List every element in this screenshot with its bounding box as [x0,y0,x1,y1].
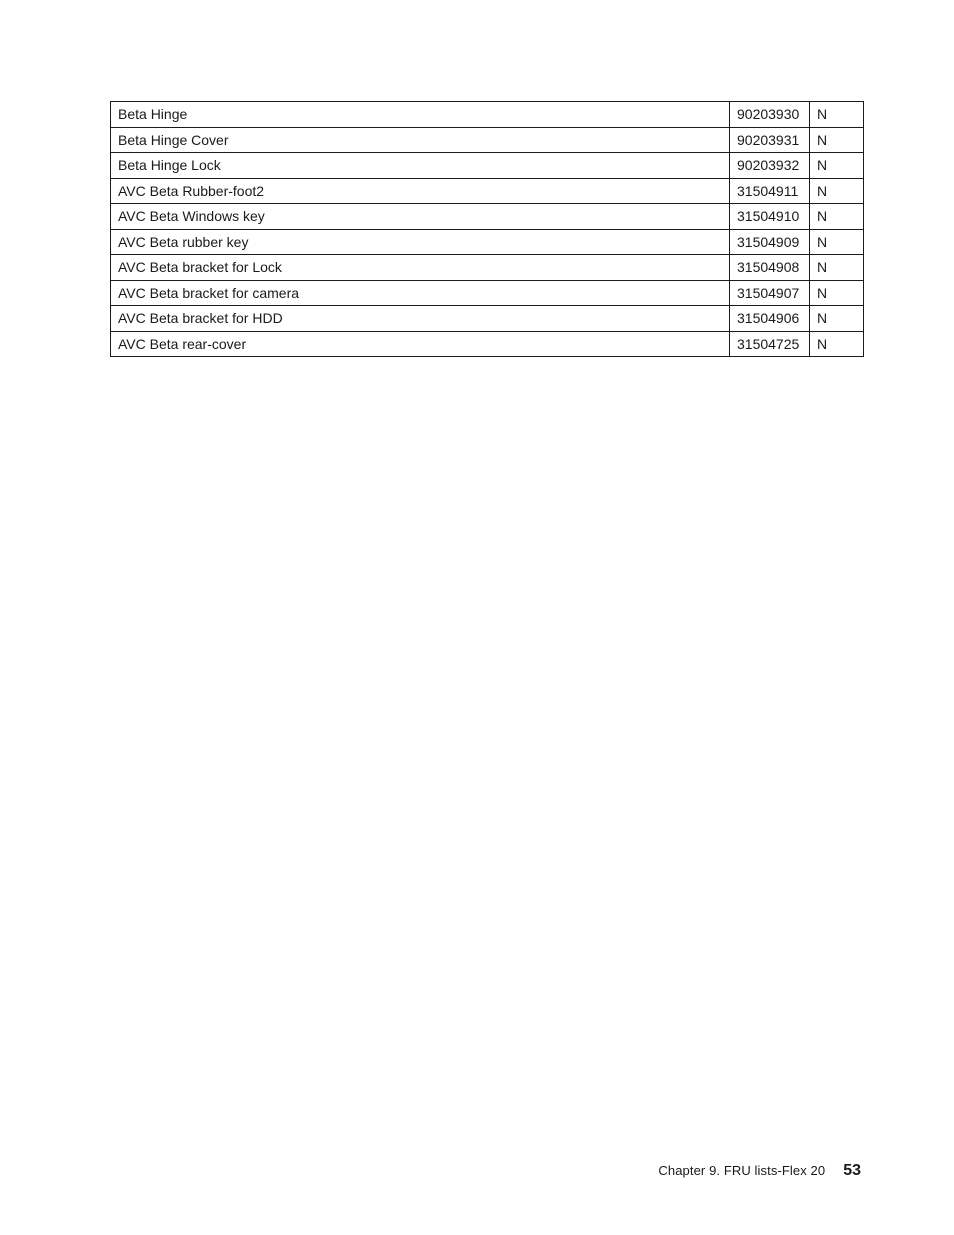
page-number: 53 [843,1162,861,1179]
table-row [111,229,864,255]
ccr-flag: N [810,229,864,255]
ccr-flag: N [810,127,864,153]
part-description: Beta Hinge Cover [111,127,730,153]
fru-parts-table [110,101,864,357]
table-row [111,306,864,332]
fru-number: 90203932 [730,153,810,179]
part-description: AVC Beta rear-cover [111,331,730,357]
table-row [111,127,864,153]
part-description: AVC Beta bracket for Lock [111,255,730,281]
ccr-flag: N [810,102,864,128]
chapter-title: Chapter 9. FRU lists-Flex 20 [658,1163,826,1178]
ccr-flag: N [810,204,864,230]
fru-number: 31504911 [730,178,810,204]
table-row [111,102,864,128]
part-description: Beta Hinge Lock [111,153,730,179]
part-description: AVC Beta bracket for camera [111,280,730,306]
table-row [111,178,864,204]
ccr-flag: N [810,153,864,179]
table-row [111,280,864,306]
part-description: AVC Beta bracket for HDD [111,306,730,332]
table-row [111,331,864,357]
table-body [111,102,864,357]
part-description: Beta Hinge [111,102,730,128]
fru-number: 31504910 [730,204,810,230]
ccr-flag: N [810,280,864,306]
table-row [111,204,864,230]
part-description: AVC Beta Rubber-foot2 [111,178,730,204]
page-footer [658,1162,861,1180]
fru-number: 31504906 [730,306,810,332]
fru-number: 31504908 [730,255,810,281]
fru-number: 90203931 [730,127,810,153]
fru-number: 31504907 [730,280,810,306]
ccr-flag: N [810,255,864,281]
ccr-flag: N [810,178,864,204]
ccr-flag: N [810,306,864,332]
fru-number: 31504725 [730,331,810,357]
part-description: AVC Beta rubber key [111,229,730,255]
part-description: AVC Beta Windows key [111,204,730,230]
fru-number: 31504909 [730,229,810,255]
table-row [111,153,864,179]
table-row [111,255,864,281]
fru-number: 90203930 [730,102,810,128]
ccr-flag: N [810,331,864,357]
